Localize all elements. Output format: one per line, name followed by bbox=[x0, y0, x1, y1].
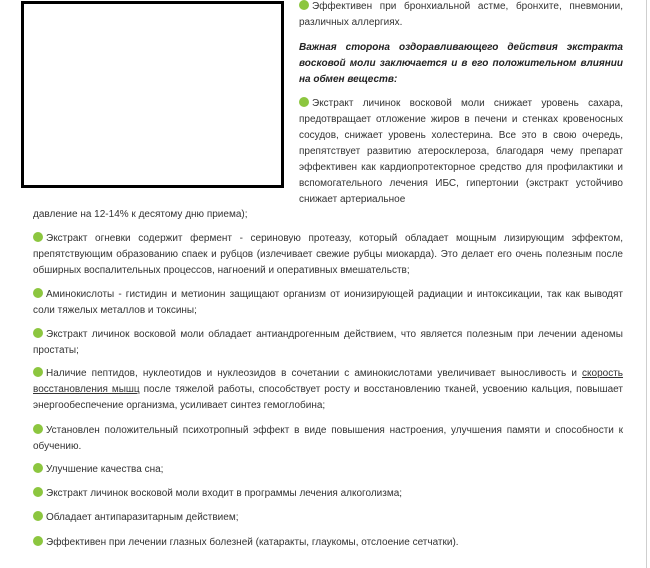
frame-right-border bbox=[646, 0, 647, 568]
paragraph-sleep bbox=[33, 462, 623, 478]
green-circle-bullet-icon bbox=[33, 424, 43, 434]
paragraph-peptides-text-a: Наличие пептидов, нуклеотидов и нуклеозидов в сочетании с аминокислотами увеличивает выносливость и bbox=[46, 368, 577, 379]
paragraph-antiandrogen bbox=[33, 327, 623, 359]
green-circle-bullet-icon bbox=[33, 487, 43, 497]
paragraph-asthma-text: Эффективен при бронхиальной астме, бронхите, пневмонии, различных аллергиях. bbox=[299, 1, 623, 28]
paragraph-sugar-tail-text: давление на 12-14% к десятому дню приема); bbox=[33, 209, 248, 220]
paragraph-enzyme-text: Экстракт огневки содержит фермент - сериновую протеазу, который обладает мощным лизирующим эффектом, препятствующим образованию спаек и рубцов (излечивает свежие рубцы миокарда). Это делает его очень полезным после обширных воспалительных процессов, нагноений и оперативных вмешательств; bbox=[33, 233, 623, 276]
paragraph-psycho bbox=[33, 423, 623, 455]
paragraph-intro bbox=[299, 40, 623, 88]
paragraph-intro-text: Важная сторона оздоравливающего действия экстракта восковой моли заключается и в его положительном влиянии на обмен веществ: bbox=[299, 42, 623, 85]
green-circle-bullet-icon bbox=[299, 97, 309, 107]
green-circle-bullet-icon bbox=[299, 0, 309, 10]
paragraph-alcohol bbox=[33, 486, 623, 502]
paragraph-psycho-text: Установлен положительный психотропный эффект в виде повышения настроения, улучшения памяти и способности к обучению. bbox=[33, 425, 623, 452]
green-circle-bullet-icon bbox=[33, 536, 43, 546]
paragraph-sleep-text: Улучшение качества сна; bbox=[46, 464, 164, 475]
paragraph-sugar-continued bbox=[33, 207, 623, 223]
green-circle-bullet-icon bbox=[33, 367, 43, 377]
green-circle-bullet-icon bbox=[33, 463, 43, 473]
paragraph-antiparasite-text: Обладает антипаразитарным действием; bbox=[46, 512, 239, 523]
paragraph-amino bbox=[33, 287, 623, 319]
paragraph-alcohol-text: Экстракт личинок восковой моли входит в программы лечения алкоголизма; bbox=[46, 488, 403, 499]
paragraph-asthma bbox=[299, 0, 623, 31]
image-placeholder bbox=[21, 1, 284, 188]
paragraph-enzyme bbox=[33, 231, 623, 279]
paragraph-amino-text: Аминокислоты - гистидин и метионин защищают организм от ионизирующей радиации и интоксикации, так как выводят соли тяжелых металлов и токсины; bbox=[33, 289, 623, 316]
paragraph-antiandrogen-text: Экстракт личинок восковой моли обладает антиандрогенным действием, что является полезным при лечении аденомы простаты; bbox=[33, 329, 623, 356]
paragraph-peptides bbox=[33, 366, 623, 414]
paragraph-antiparasite bbox=[33, 510, 623, 526]
paragraph-eyes-text: Эффективен при лечении глазных болезней (катаракты, глаукомы, отслоение сетчатки). bbox=[46, 537, 459, 548]
muscle-recovery-link[interactable]: скорость восстановления мышц bbox=[33, 368, 624, 395]
green-circle-bullet-icon bbox=[33, 328, 43, 338]
green-circle-bullet-icon bbox=[33, 511, 43, 521]
paragraph-eyes bbox=[33, 535, 623, 551]
paragraph-sugar-text: Экстракт личинок восковой моли снижает уровень сахара, предотвращает отложение жиров в печени и стенках кровеносных сосудов, снижает уровень холестерина. Все это в свою очередь, препятствует развитию атеросклероза, благодаря чему препарат эффективен как кардиопротекторное средство для профилактики и вспомогательного лечения ИБС, гипертонии (экстракт устойчиво снижает артериальное bbox=[299, 98, 623, 205]
green-circle-bullet-icon bbox=[33, 232, 43, 242]
green-circle-bullet-icon bbox=[33, 288, 43, 298]
paragraph-peptides-text-b: после тяжелой работы, способствует росту и восстановлению тканей, усвоению кальция, повышает энергообеспечение организма, усиливает синтез гемоглобина; bbox=[33, 384, 623, 411]
paragraph-sugar bbox=[299, 96, 623, 208]
